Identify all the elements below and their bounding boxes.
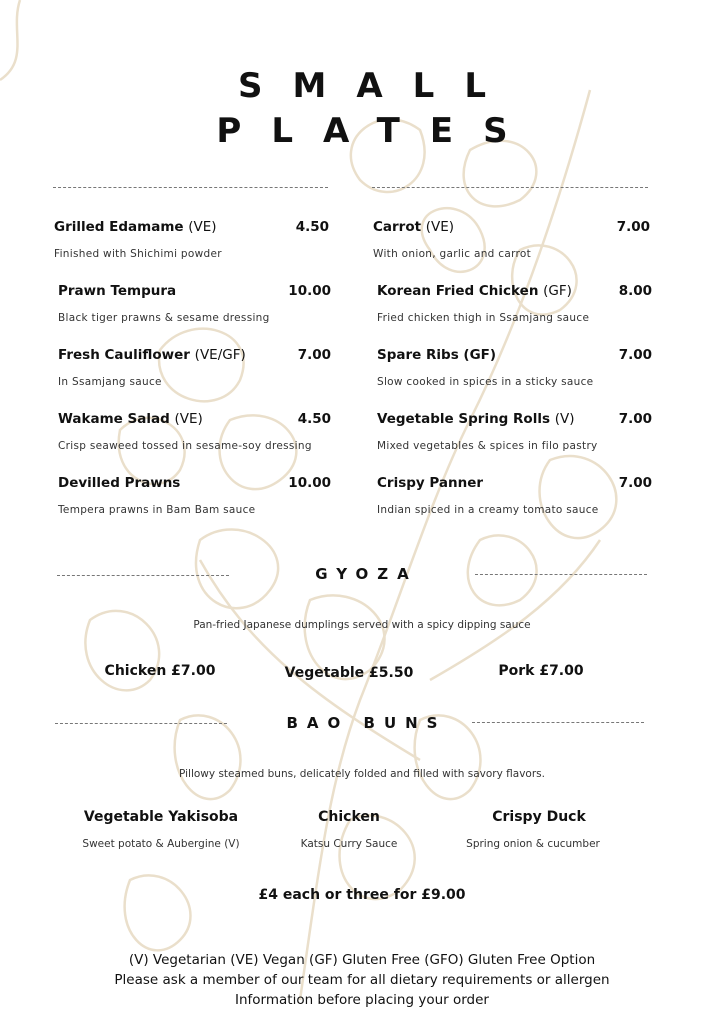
divider [472,722,644,723]
dish-description: Tempera prawns in Bam Bam sauce [58,504,256,516]
title-line-2: PLATES [216,111,538,151]
dish-name [377,283,572,299]
bao-item-name: Crispy Duck [492,809,586,825]
gyoza-option-vegetable: Vegetable £5.50 [284,665,414,681]
dish-name [58,283,176,299]
footer-allergen-note-2: Information before placing your order [234,992,489,1008]
bao-buns-price: £4 each or three for £9.00 [258,887,466,903]
divider [475,574,647,575]
dish-description: Fried chicken thigh in Ssamjang sauce [377,312,590,324]
dish-name-text: Devilled Prawns [58,475,181,491]
dish-price: 4.50 [295,219,329,235]
gyoza-description: Pan-fried Japanese dumplings served with a spicy dipping sauce [193,619,531,631]
dish-description: Finished with Shichimi powder [54,248,222,260]
dish-name-text: Grilled Edamame [54,219,184,235]
dish-name-text: Carrot [373,219,422,235]
bao-item-description: Katsu Curry Sauce [300,838,398,850]
dietary-tag: (VE/GF) [194,347,246,363]
bao-item-description: Spring onion & cucumber [466,838,600,850]
dietary-tag: (VE) [188,219,217,235]
dietary-tag: (V) [554,411,575,427]
dietary-tag: (VE) [174,411,203,427]
dish-description: Black tiger prawns & sesame dressing [58,312,270,324]
dish-description: Crisp seaweed tossed in sesame-soy dressing [58,440,312,452]
dish-description: With onion, garlic and carrot [373,248,532,260]
title-line-1: SMALL [238,66,516,106]
dish-name [377,475,483,491]
dish-name-text: Spare Ribs (GF) [377,347,497,363]
dish-description: Mixed vegetables & spices in filo pastry [377,440,598,452]
divider [53,187,328,188]
dish-name [54,219,217,235]
dish-price: 10.00 [288,475,331,491]
dish-name [58,347,246,363]
gyoza-option-chicken: Chicken £7.00 [104,663,216,679]
bao-item-description: Sweet potato & Aubergine (V) [82,838,240,850]
dish-description: In Ssamjang sauce [58,376,162,388]
footer-legend: (V) Vegetarian (VE) Vegan (GF) Gluten Free (GFO) Gluten Free Option [128,952,596,968]
dish-price: 7.00 [618,475,652,491]
dish-name-text: Fresh Cauliflower [58,347,190,363]
dish-price: 10.00 [288,283,331,299]
bao-buns-description: Pillowy steamed buns, delicately folded and filled with savory flavors. [179,768,545,780]
dish-name-text: Vegetable Spring Rolls [377,411,551,427]
dish-name [373,219,454,235]
dish-price: 8.00 [618,283,652,299]
dish-name-text: Korean Fried Chicken [377,283,539,299]
dish-name-text: Crispy Panner [377,475,484,491]
dish-price: 4.50 [297,411,331,427]
divider [372,187,648,188]
footer-allergen-note: Please ask a member of our team for all dietary requirements or allergen [114,972,610,988]
gyoza-option-pork: Pork £7.00 [498,663,584,679]
dish-description: Indian spiced in a creamy tomato sauce [377,504,599,516]
dish-name-text: Prawn Tempura [58,283,177,299]
dish-price: 7.00 [616,219,650,235]
dish-price: 7.00 [618,347,652,363]
dish-name [58,411,203,427]
dish-price: 7.00 [297,347,331,363]
dish-name [377,411,575,427]
dietary-tag: (VE) [425,219,455,235]
dish-name-text: Wakame Salad [58,411,170,427]
dish-name [58,475,180,491]
gyoza-heading: GYOZA [315,565,418,583]
bao-item-name: Vegetable Yakisoba [83,809,239,825]
bao-buns-heading: BAO BUNS [286,714,447,732]
dietary-tag: (GF) [543,283,572,299]
dish-description: Slow cooked in spices in a sticky sauce [377,376,594,388]
bao-item-name: Chicken [318,809,380,825]
dish-name [377,347,496,363]
dish-price: 7.00 [618,411,652,427]
